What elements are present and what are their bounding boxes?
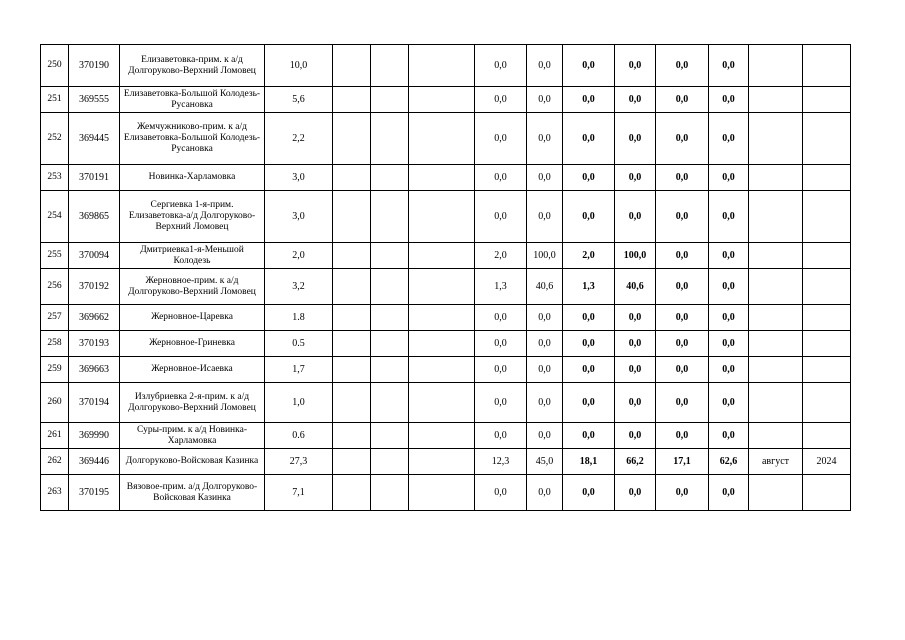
road-code: 369663	[69, 357, 120, 383]
cell-col-10: 18,1	[563, 449, 615, 475]
cell-col-12: 0,0	[656, 357, 709, 383]
cell-col-7	[409, 305, 475, 331]
road-name: Сергиевка 1-я-прим. Елизаветовка-а/д Долгоруково-Верхний Ломовец	[120, 191, 265, 243]
road-code: 370193	[69, 331, 120, 357]
table-row	[41, 45, 851, 87]
cell-month	[749, 331, 803, 357]
cell-col-7	[409, 383, 475, 423]
row-number: 255	[41, 243, 69, 269]
cell-col-11: 0,0	[615, 113, 656, 165]
cell-col-7	[409, 331, 475, 357]
cell-month	[749, 269, 803, 305]
cell-col-12: 0,0	[656, 383, 709, 423]
cell-year	[803, 165, 851, 191]
table-row	[41, 191, 851, 243]
cell-col-8: 1,3	[475, 269, 527, 305]
table-row	[41, 243, 851, 269]
cell-col-6	[371, 243, 409, 269]
cell-col-6	[371, 357, 409, 383]
cell-col-5	[333, 449, 371, 475]
cell-year	[803, 191, 851, 243]
cell-col-10: 0,0	[563, 305, 615, 331]
cell-month	[749, 305, 803, 331]
cell-col-11: 0,0	[615, 45, 656, 87]
cell-col-5	[333, 45, 371, 87]
cell-col-12: 0,0	[656, 331, 709, 357]
cell-year	[803, 475, 851, 511]
cell-col-11: 66,2	[615, 449, 656, 475]
cell-col-13: 0,0	[709, 269, 749, 305]
cell-col-5	[333, 305, 371, 331]
cell-col-7	[409, 423, 475, 449]
cell-col-8: 0,0	[475, 475, 527, 511]
cell-col-8: 0,0	[475, 191, 527, 243]
cell-col-8: 0,0	[475, 423, 527, 449]
road-code: 370192	[69, 269, 120, 305]
road-code: 369445	[69, 113, 120, 165]
road-name: Жерновное-Царевка	[120, 305, 265, 331]
road-length: 1,7	[265, 357, 333, 383]
cell-col-10: 0,0	[563, 191, 615, 243]
cell-col-8: 12,3	[475, 449, 527, 475]
table-row	[41, 113, 851, 165]
cell-col-5	[333, 383, 371, 423]
cell-col-5	[333, 475, 371, 511]
cell-col-7	[409, 45, 475, 87]
cell-col-7	[409, 475, 475, 511]
row-number: 250	[41, 45, 69, 87]
table-row	[41, 269, 851, 305]
cell-month	[749, 243, 803, 269]
table-row	[41, 165, 851, 191]
cell-col-9: 0,0	[527, 165, 563, 191]
cell-col-10: 0,0	[563, 45, 615, 87]
cell-col-9: 100,0	[527, 243, 563, 269]
road-name: Дмитриевка1-я-Меньшой Колодезь	[120, 243, 265, 269]
cell-col-12: 0,0	[656, 113, 709, 165]
cell-col-9: 0,0	[527, 191, 563, 243]
cell-col-5	[333, 357, 371, 383]
cell-col-9: 0,0	[527, 331, 563, 357]
cell-col-5	[333, 191, 371, 243]
cell-col-7	[409, 191, 475, 243]
cell-col-10: 0,0	[563, 113, 615, 165]
cell-col-13: 0,0	[709, 45, 749, 87]
cell-col-13: 0,0	[709, 383, 749, 423]
cell-col-12: 0,0	[656, 87, 709, 113]
cell-col-11: 0,0	[615, 383, 656, 423]
cell-col-7	[409, 243, 475, 269]
cell-month	[749, 87, 803, 113]
cell-month: август	[749, 449, 803, 475]
road-code: 369662	[69, 305, 120, 331]
road-name: Суры-прим. к а/д Новинка-Харламовка	[120, 423, 265, 449]
cell-col-12: 0,0	[656, 191, 709, 243]
row-number: 256	[41, 269, 69, 305]
cell-year	[803, 383, 851, 423]
row-number: 251	[41, 87, 69, 113]
cell-col-13: 0,0	[709, 113, 749, 165]
cell-col-13: 0,0	[709, 305, 749, 331]
cell-col-11: 0,0	[615, 191, 656, 243]
cell-col-5	[333, 165, 371, 191]
road-name: Елизаветовка-прим. к а/д Долгоруково-Верхний Ломовец	[120, 45, 265, 87]
road-code: 370191	[69, 165, 120, 191]
cell-col-11: 40,6	[615, 269, 656, 305]
cell-col-11: 0,0	[615, 475, 656, 511]
cell-col-8: 0,0	[475, 305, 527, 331]
cell-col-13: 62,6	[709, 449, 749, 475]
road-length: 1.8	[265, 305, 333, 331]
row-number: 252	[41, 113, 69, 165]
road-code: 369990	[69, 423, 120, 449]
road-length: 0.6	[265, 423, 333, 449]
table-row	[41, 331, 851, 357]
cell-col-5	[333, 113, 371, 165]
road-length: 2,0	[265, 243, 333, 269]
cell-col-8: 0,0	[475, 383, 527, 423]
cell-col-6	[371, 423, 409, 449]
cell-col-9: 0,0	[527, 113, 563, 165]
table-body	[41, 45, 851, 511]
cell-col-13: 0,0	[709, 165, 749, 191]
cell-col-7	[409, 357, 475, 383]
road-length: 5,6	[265, 87, 333, 113]
cell-year	[803, 423, 851, 449]
road-name: Долгоруково-Войсковая Казинка	[120, 449, 265, 475]
table-row	[41, 475, 851, 511]
road-name: Елизаветовка-Большой Колодезь-Русановка	[120, 87, 265, 113]
cell-col-8: 0,0	[475, 45, 527, 87]
cell-col-6	[371, 113, 409, 165]
road-length: 0.5	[265, 331, 333, 357]
cell-year	[803, 243, 851, 269]
row-number: 259	[41, 357, 69, 383]
cell-col-9: 0,0	[527, 383, 563, 423]
cell-col-12: 0,0	[656, 475, 709, 511]
cell-col-11: 100,0	[615, 243, 656, 269]
cell-col-7	[409, 165, 475, 191]
cell-col-8: 0,0	[475, 357, 527, 383]
cell-col-6	[371, 191, 409, 243]
road-name: Жерновное-Гриневка	[120, 331, 265, 357]
row-number: 263	[41, 475, 69, 511]
cell-col-9: 45,0	[527, 449, 563, 475]
cell-col-5	[333, 331, 371, 357]
road-code: 369865	[69, 191, 120, 243]
cell-col-6	[371, 305, 409, 331]
cell-col-9: 0,0	[527, 45, 563, 87]
row-number: 260	[41, 383, 69, 423]
cell-col-12: 0,0	[656, 423, 709, 449]
table-row	[41, 87, 851, 113]
cell-col-8: 0,0	[475, 165, 527, 191]
road-code: 369446	[69, 449, 120, 475]
road-length: 27,3	[265, 449, 333, 475]
cell-col-12: 0,0	[656, 45, 709, 87]
cell-month	[749, 423, 803, 449]
cell-col-12: 0,0	[656, 269, 709, 305]
cell-col-13: 0,0	[709, 357, 749, 383]
cell-year	[803, 113, 851, 165]
cell-month	[749, 383, 803, 423]
roads-table	[40, 44, 851, 511]
cell-col-10: 0,0	[563, 331, 615, 357]
cell-col-5	[333, 269, 371, 305]
road-length: 3,0	[265, 165, 333, 191]
table-row	[41, 357, 851, 383]
table-row	[41, 449, 851, 475]
road-name: Жерновное-Исаевка	[120, 357, 265, 383]
cell-col-11: 0,0	[615, 357, 656, 383]
cell-col-7	[409, 269, 475, 305]
table-row	[41, 423, 851, 449]
cell-col-6	[371, 165, 409, 191]
cell-col-9: 0,0	[527, 305, 563, 331]
cell-col-10: 0,0	[563, 383, 615, 423]
cell-col-9: 0,0	[527, 357, 563, 383]
road-code: 370190	[69, 45, 120, 87]
road-code: 370194	[69, 383, 120, 423]
cell-col-12: 0,0	[656, 243, 709, 269]
road-length: 10,0	[265, 45, 333, 87]
cell-col-12: 0,0	[656, 305, 709, 331]
cell-col-11: 0,0	[615, 305, 656, 331]
cell-col-5	[333, 423, 371, 449]
cell-col-9: 0,0	[527, 475, 563, 511]
cell-month	[749, 45, 803, 87]
cell-col-5	[333, 87, 371, 113]
road-name: Вязовое-прим. а/д Долгоруково-Войсковая Казинка	[120, 475, 265, 511]
cell-col-10: 1,3	[563, 269, 615, 305]
road-length: 3,2	[265, 269, 333, 305]
road-name: Жерновное-прим. к а/д Долгоруково-Верхний Ломовец	[120, 269, 265, 305]
row-number: 253	[41, 165, 69, 191]
cell-col-10: 0,0	[563, 475, 615, 511]
cell-col-11: 0,0	[615, 423, 656, 449]
cell-year	[803, 87, 851, 113]
cell-col-10: 0,0	[563, 165, 615, 191]
row-number: 258	[41, 331, 69, 357]
cell-col-6	[371, 45, 409, 87]
row-number: 262	[41, 449, 69, 475]
cell-col-6	[371, 383, 409, 423]
cell-year	[803, 45, 851, 87]
cell-col-11: 0,0	[615, 87, 656, 113]
road-length: 7,1	[265, 475, 333, 511]
road-code: 370094	[69, 243, 120, 269]
cell-year	[803, 331, 851, 357]
table-row	[41, 305, 851, 331]
cell-col-7	[409, 113, 475, 165]
cell-col-9: 40,6	[527, 269, 563, 305]
cell-col-8: 0,0	[475, 113, 527, 165]
cell-year: 2024	[803, 449, 851, 475]
road-code: 370195	[69, 475, 120, 511]
cell-year	[803, 305, 851, 331]
cell-col-11: 0,0	[615, 331, 656, 357]
cell-col-6	[371, 269, 409, 305]
cell-col-7	[409, 87, 475, 113]
road-length: 1,0	[265, 383, 333, 423]
road-name: Излубриевка 2-я-прим. к а/д Долгоруково-Верхний Ломовец	[120, 383, 265, 423]
cell-col-6	[371, 449, 409, 475]
cell-col-13: 0,0	[709, 243, 749, 269]
road-name: Новинка-Харламовка	[120, 165, 265, 191]
cell-col-9: 0,0	[527, 87, 563, 113]
cell-col-10: 2,0	[563, 243, 615, 269]
row-number: 257	[41, 305, 69, 331]
cell-col-13: 0,0	[709, 423, 749, 449]
cell-col-8: 0,0	[475, 87, 527, 113]
cell-month	[749, 357, 803, 383]
cell-col-10: 0,0	[563, 423, 615, 449]
cell-col-6	[371, 87, 409, 113]
cell-col-13: 0,0	[709, 87, 749, 113]
road-length: 3,0	[265, 191, 333, 243]
cell-col-7	[409, 449, 475, 475]
table-row	[41, 383, 851, 423]
cell-month	[749, 113, 803, 165]
cell-col-11: 0,0	[615, 165, 656, 191]
cell-col-12: 17,1	[656, 449, 709, 475]
cell-col-13: 0,0	[709, 475, 749, 511]
cell-year	[803, 269, 851, 305]
cell-col-12: 0,0	[656, 165, 709, 191]
row-number: 254	[41, 191, 69, 243]
cell-col-10: 0,0	[563, 357, 615, 383]
row-number: 261	[41, 423, 69, 449]
cell-col-9: 0,0	[527, 423, 563, 449]
cell-month	[749, 191, 803, 243]
cell-col-8: 2,0	[475, 243, 527, 269]
cell-col-6	[371, 331, 409, 357]
road-name: Жемчужниково-прим. к а/д Елизаветовка-Большой Колодезь-Русановка	[120, 113, 265, 165]
cell-month	[749, 475, 803, 511]
road-length: 2,2	[265, 113, 333, 165]
cell-col-13: 0,0	[709, 331, 749, 357]
cell-col-10: 0,0	[563, 87, 615, 113]
road-code: 369555	[69, 87, 120, 113]
cell-year	[803, 357, 851, 383]
cell-col-13: 0,0	[709, 191, 749, 243]
cell-col-5	[333, 243, 371, 269]
cell-month	[749, 165, 803, 191]
cell-col-6	[371, 475, 409, 511]
cell-col-8: 0,0	[475, 331, 527, 357]
